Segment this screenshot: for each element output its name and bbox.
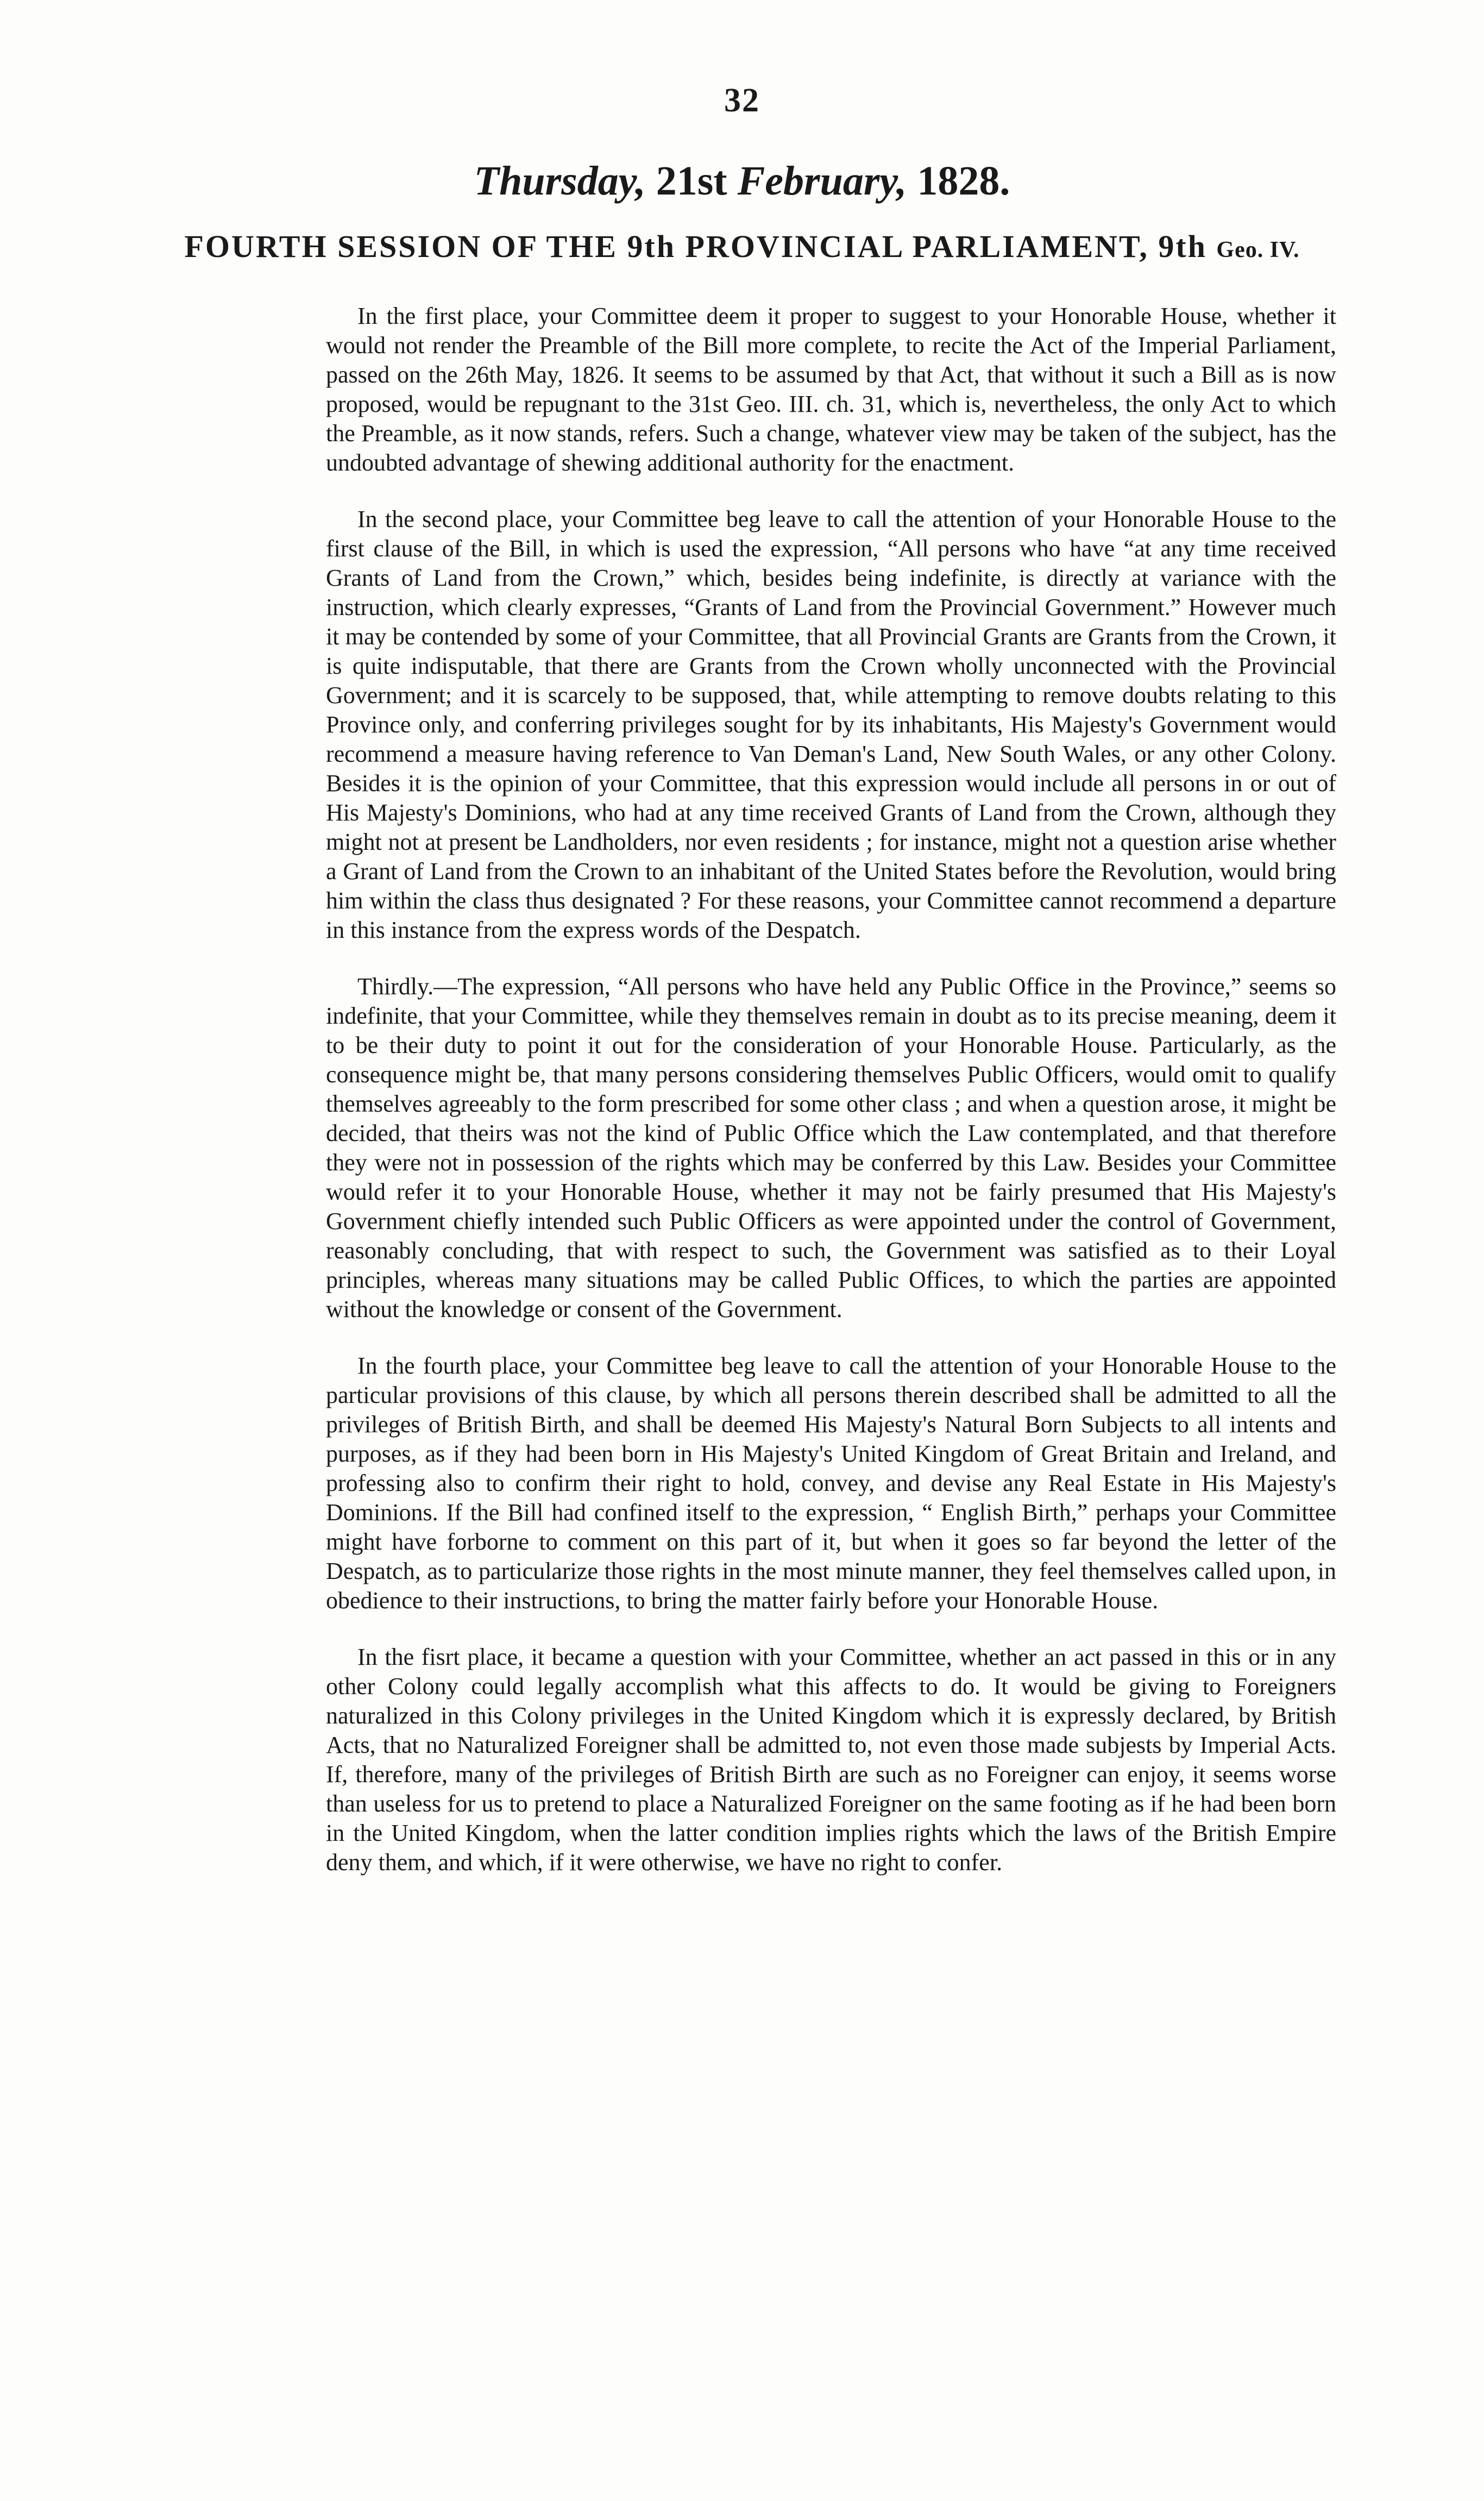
session-heading — [0, 228, 1484, 265]
paragraph-preamble: In the first place, your Committee deem it proper to suggest to your Honorable House, whether it would not render the Preamble of the Bill more complete, to recite the Act of the Imperial Parliament, passed on the 26th May, 1826. It seems to be assumed by that Act, that without it such a Bill as is now proposed, would be repugnant to the 31st Geo. III. ch. 31, which is, nevertheless, the only Act to which the Preamble, as it now stands, refers. Such a change, whatever view may be taken of the subject, has the undoubted advantage of shewing additional authority for the enactment. — [326, 303, 1336, 476]
paragraph-first-clause: In the second place, your Committee beg leave to call the attention of your Honorable House to the first clause of the Bill, in which is used the expression, “All persons who have “at any time received Grants of Land from the Crown,” which, besides being indefinite, is directly at variance with the instruction, which clearly expresses, “Grants of Land from the Provincial Government.” However much it may be contended by some of your Committee, that all Provincial Grants are Grants from the Crown, it is quite indisputable, that there are Grants from the Crown wholly unconnected with the Provincial Government; and it is scarcely to be supposed, that, while attempting to remove doubts relating to this Province only, and conferring privileges sought for by its inhabitants, His Majesty's Government would recommend a measure having reference to Van Deman's Land, New South Wales, or any other Colony. Besides it is the opinion of your Committee, that this expression would include all persons in or out of His Majesty's Dominions, who had at any time received Grants of Land from the Crown, although they might not at present be Landholders, nor even residents ; for instance, might not a question arise whether a Grant of Land from the Crown to an inhabitant of the United States before the Revolution, would bring him within the class thus designated ? For these reasons, your Committee cannot recommend a departure in this instance from the express words of the Despatch. — [326, 506, 1336, 943]
session-reign: Geo. IV. — [1216, 237, 1300, 262]
date-heading — [0, 158, 1484, 205]
page-number: 32 — [724, 82, 760, 119]
date-day: 21st — [656, 158, 727, 204]
session-title: FOURTH SESSION OF THE 9th PROVINCIAL PARLIAMENT, 9th — [184, 229, 1207, 264]
paragraph-naturalized-foreigners: In the fisrt place, it became a question with your Committee, whether an act passed in this or in any other Colony could legally accomplish what this affects to do. It would be giving to Foreigners naturalized in this Colony privileges in the United Kingdom which it is expressly declared, by British Acts, that no Naturalized Foreigner shall be admitted to, not even those made subjests by Imperial Acts. If, therefore, many of the privileges of British Birth are such as no Foreigner can enjoy, it seems worse than useless for us to pretend to place a Naturalized Foreigner on the same footing as if he had been born in the United Kingdom, when the latter condition implies rights which the laws of the British Empire deny them, and which, if it were otherwise, we have no right to confer. — [326, 1644, 1336, 1876]
paragraph-public-office: Thirdly.—The expression, “All persons who have held any Public Office in the Province,” seems so indefinite, that your Committee, while they themselves remain in doubt as to its precise meaning, deem it to be their duty to point it out for the consideration of your Honorable House. Particularly, as the consequence might be, that many persons considering themselves Public Officers, would omit to qualify themselves agreeably to the form prescribed for some other class ; and when a question arose, it might be decided, that theirs was not the kind of Public Office which the Law contemplated, and that therefore they were not in possession of the rights which may be conferred by this Law. Besides your Committee would refer it to your Honorable House, whether it may not be fairly presumed that His Majesty's Government chiefly intended such Public Officers as were appointed under the control of Government, reasonably concluding, that with respect to such, the Government was satisfied as to their Loyal principles, whereas many situations may be called Public Offices, to which the parties are appointed without the knowledge or consent of the Government. — [326, 973, 1336, 1322]
date-month: February, — [737, 158, 907, 204]
committee-report-text — [326, 302, 1336, 1877]
date-weekday: Thursday, — [474, 158, 646, 204]
date-year: 1828. — [917, 158, 1010, 204]
paragraph-british-birth: In the fourth place, your Committee beg leave to call the attention of your Honorable House to the particular provisions of this clause, by which all persons therein described shall be admitted to all the privileges of British Birth, and shall be deemed His Majesty's Natural Born Subjects to all intents and purposes, as if they had been born in His Majesty's United Kingdom of Great Britain and Ireland, and professing also to confirm their right to hold, convey, and devise any Real Estate in His Majesty's Dominions. If the Bill had confined itself to the expression, “ English Birth,” perhaps your Committee might have forborne to comment on this part of it, but when it goes so far beyond the letter of the Despatch, as to particularize those rights in the most minute manner, they feel themselves called upon, in obedience to their instructions, to bring the matter fairly before your Honorable House. — [326, 1352, 1336, 1614]
